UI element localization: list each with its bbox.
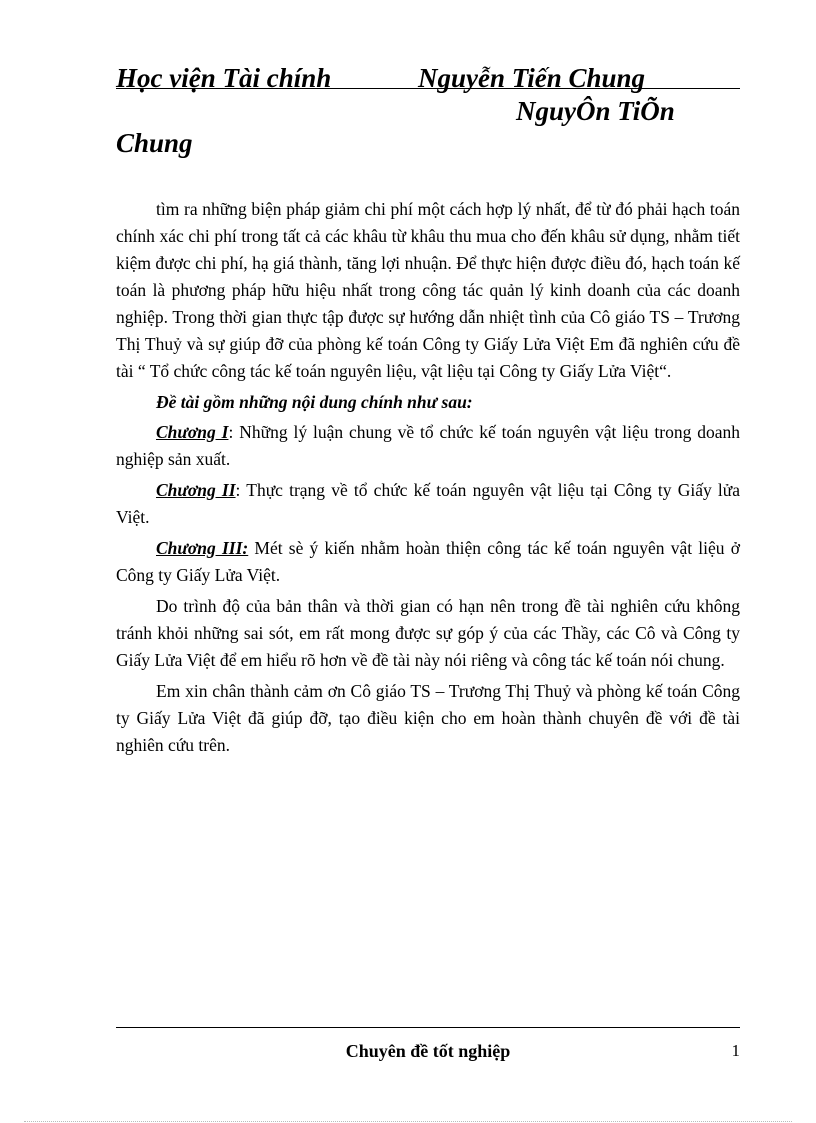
chapter-2-text: : Thực trạng về tổ chức kế toán nguyên vật liệu tại Công ty Giấy lửa Việt. [116,480,740,527]
chapter-3-label: Chương III: [156,538,249,558]
paragraph-chapter-1 [116,419,740,473]
header-rule [116,88,740,89]
paragraph-intro [116,196,740,385]
contents-heading: Đề tài gồm những nội dung chính như sau: [156,392,473,412]
chapter-2-label: Chương II [156,480,236,500]
header-garbled-author-wrap: Chung [116,128,193,158]
chapter-1-text: : Những lý luận chung về tổ chức kế toán nguyên vật liệu trong doanh nghiệp sản xuất. [116,422,740,469]
running-header [116,62,740,94]
chapter-3-text: Mét sè ý kiến nhằm hoàn thiện công tác kế toán nguyên vật liệu ở Công ty Giấy Lửa Việt. [116,538,740,585]
chapter-1-label: Chương I [156,422,229,442]
paragraph-chapter-3 [116,535,740,589]
page-number: 1 [731,1041,740,1060]
footer-title: Chuyên đề tốt nghiệp [345,1041,511,1061]
paragraph-thanks-text: Em xin chân thành cảm ơn Cô giáo TS – Trương Thị Thuỷ và phòng kế toán Công ty Giấy Lửa Việt đã giúp đỡ, tạo điều kiện cho em hoàn thành chuyên đề với đề tài nghiên cứu trên. [116,681,740,755]
paragraph-limitations-text: Do trình độ của bản thân và thời gian có hạn nên trong đề tài nghiên cứu không tránh khỏi những sai sót, em rất mong được sự góp ý của các Thầy, các Cô và Công ty Giấy Lửa Việt để em hiểu rõ hơn về đề tài này nói riêng và công tác kế toán nói chung. [116,596,740,670]
header-garbled-author: NguyÔn TiÕn [516,96,675,126]
footer-rule [116,1027,740,1028]
paragraph-limitations [116,593,740,674]
page-edge-divider [24,1121,792,1122]
header-author: Nguyễn Tiến Chung [418,63,646,93]
paragraph-thanks [116,678,740,759]
paragraph-contents-heading [116,389,740,416]
header-institution: Học viện Tài chính [116,63,332,93]
paragraph-chapter-2 [116,477,740,531]
body-text [116,196,740,763]
paragraph-intro-text: tìm ra những biện pháp giảm chi phí một cách hợp lý nhất, để từ đó phải hạch toán chính xác chi phí trong tất cả các khâu từ khâu thu mua cho đến khâu sử dụng, nhằm tiết kiệm được chi phí, hạ giá thành, tăng lợi nhuận. Để thực hiện được điều đó, hạch toán kế toán là phương pháp hữu hiệu nhất trong công tác quản lý kinh doanh của các doanh nghiệp. Trong thời gian thực tập được sự hướng dẫn nhiệt tình của Cô giáo TS – Trương Thị Thuỷ và sự giúp đỡ của phòng kế toán Công ty Giấy Lửa Việt Em đã nghiên cứu đề tài “ Tổ chức công tác kế toán nguyên liệu, vật liệu tại Công ty Giấy Lửa Việt“. [116,199,740,381]
